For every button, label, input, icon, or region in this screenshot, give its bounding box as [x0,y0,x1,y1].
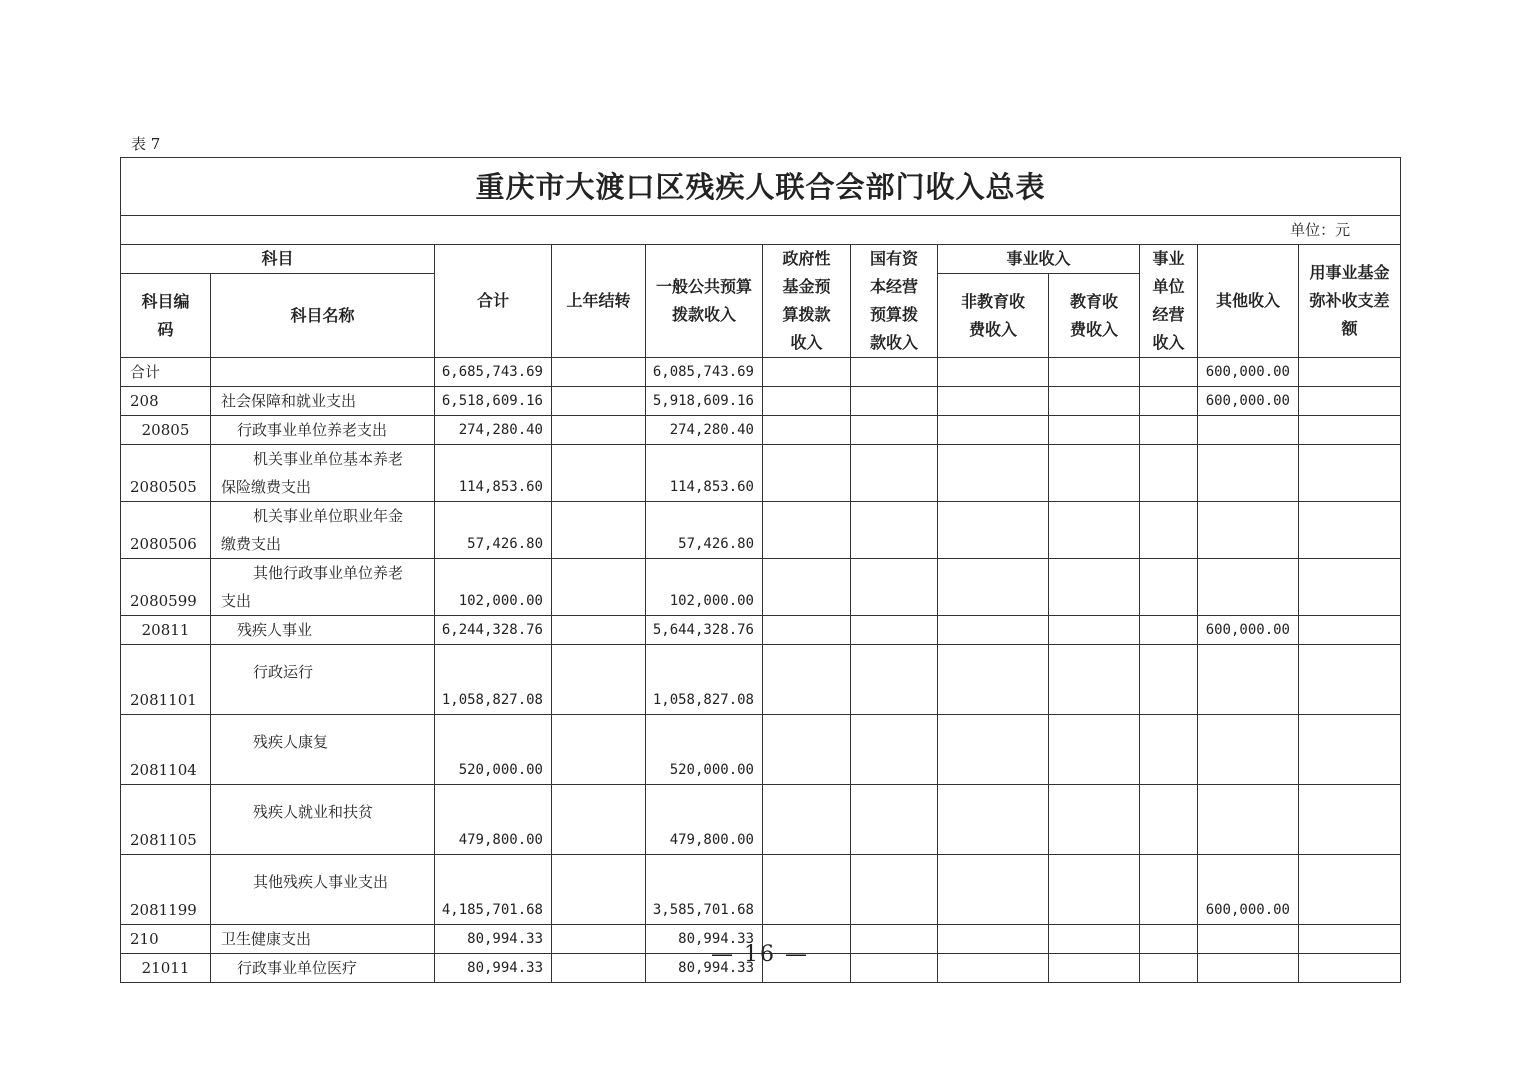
row-name [211,445,435,502]
table-row [121,416,1401,445]
row-total: 274,280.40 [435,416,552,445]
row-name [211,559,435,616]
row-name-line1: 其他行政事业单位养老 [253,564,404,582]
row-state-capital [851,559,938,616]
row-other-income: 600,000.00 [1198,387,1299,416]
row-general-budget: 274,280.40 [646,416,763,445]
row-code: 2081101 [121,645,211,715]
row-edu-fee [1049,358,1140,387]
header-other-income: 其他收入 [1198,245,1299,358]
row-carryover [552,785,646,855]
row-unit-operation [1140,715,1198,785]
row-carryover [552,715,646,785]
row-total: 4,185,701.68 [435,855,552,925]
row-state-capital [851,645,938,715]
page-number: — 16 — [711,942,809,967]
row-total: 479,800.00 [435,785,552,855]
row-name: 行政运行 [211,645,435,715]
table-row [121,855,1401,925]
header-name: 科目名称 [211,274,435,358]
row-other-income [1198,645,1299,715]
row-carryover [552,358,646,387]
row-state-capital [851,387,938,416]
row-general-budget: 5,918,609.16 [646,387,763,416]
row-fund-offset [1299,387,1401,416]
row-carryover [552,855,646,925]
row-code: 2081199 [121,855,211,925]
row-total: 1,058,827.08 [435,645,552,715]
header-gov-fund: 政府性基金预算拨款收入 [763,245,851,358]
row-gov-fund [763,855,851,925]
row-carryover [552,502,646,559]
table-row [121,785,1401,855]
row-general-budget: 3,585,701.68 [646,855,763,925]
row-unit-operation [1140,502,1198,559]
row-unit-operation [1140,387,1198,416]
row-unit-operation [1140,358,1198,387]
row-name-line1: 机关事业单位基本养老 [253,450,404,468]
row-non-edu-fee [938,715,1049,785]
row-name [211,502,435,559]
row-fund-offset [1299,559,1401,616]
row-code: 2080599 [121,559,211,616]
row-state-capital [851,445,938,502]
row-general-budget: 1,058,827.08 [646,645,763,715]
row-general-budget: 102,000.00 [646,559,763,616]
row-fund-offset [1299,616,1401,645]
row-non-edu-fee [938,358,1049,387]
row-total: 6,518,609.16 [435,387,552,416]
table-row [121,645,1401,715]
row-general-budget: 5,644,328.76 [646,616,763,645]
row-code: 208 [121,387,211,416]
row-carryover [552,445,646,502]
header-code: 科目编码 [121,274,211,358]
row-total: 6,685,743.69 [435,358,552,387]
row-name: 残疾人事业 [211,616,435,645]
row-non-edu-fee [938,387,1049,416]
row-carryover [552,645,646,715]
row-unit-operation [1140,445,1198,502]
row-name: 卫生健康支出 [211,925,435,954]
row-general-budget: 479,800.00 [646,785,763,855]
table-row [121,502,1401,559]
row-gov-fund [763,785,851,855]
row-name: 行政事业单位养老支出 [211,416,435,445]
header-total: 合计 [435,245,552,358]
row-gov-fund [763,502,851,559]
row-non-edu-fee [938,559,1049,616]
header-business-income: 事业收入 [938,245,1140,274]
row-gov-fund [763,358,851,387]
row-non-edu-fee [938,416,1049,445]
row-name-line1: 机关事业单位职业年金 [253,507,404,525]
row-fund-offset [1299,785,1401,855]
row-state-capital [851,358,938,387]
row-non-edu-fee [938,445,1049,502]
row-name: 残疾人康复 [211,715,435,785]
row-general-budget: 80,994.33 [646,954,763,983]
row-carryover [552,416,646,445]
row-total: 80,994.33 [435,925,552,954]
row-total: 520,000.00 [435,715,552,785]
row-carryover [552,616,646,645]
row-edu-fee [1049,416,1140,445]
header-fund-offset: 用事业基金弥补收支差额 [1299,245,1401,358]
row-non-edu-fee [938,785,1049,855]
row-general-budget: 80,994.33 [646,925,763,954]
row-code: 2081104 [121,715,211,785]
row-fund-offset [1299,416,1401,445]
row-name: 其他残疾人事业支出 [211,855,435,925]
table-row [121,559,1401,616]
row-fund-offset [1299,502,1401,559]
row-total: 102,000.00 [435,559,552,616]
row-state-capital [851,715,938,785]
row-carryover [552,387,646,416]
row-total: 114,853.60 [435,445,552,502]
row-edu-fee [1049,645,1140,715]
header-non-edu-fee: 非教育收费收入 [938,274,1049,358]
row-state-capital [851,855,938,925]
row-other-income: 600,000.00 [1198,358,1299,387]
row-unit-operation [1140,645,1198,715]
table-row [121,616,1401,645]
row-state-capital [851,785,938,855]
row-unit-operation [1140,616,1198,645]
income-summary-table [120,157,1401,983]
table-row [121,358,1401,387]
row-other-income: 600,000.00 [1198,855,1299,925]
row-name-line2: 支出 [221,592,252,610]
row-edu-fee [1049,387,1140,416]
row-code: 合计 [121,358,211,387]
row-name [211,358,435,387]
row-non-edu-fee [938,855,1049,925]
row-state-capital [851,616,938,645]
row-code: 2080506 [121,502,211,559]
row-code: 2081105 [121,785,211,855]
row-unit-operation [1140,785,1198,855]
row-non-edu-fee [938,502,1049,559]
row-name: 社会保障和就业支出 [211,387,435,416]
row-gov-fund [763,559,851,616]
row-gov-fund [763,616,851,645]
row-non-edu-fee [938,645,1049,715]
row-edu-fee [1049,559,1140,616]
row-other-income: 600,000.00 [1198,616,1299,645]
header-edu-fee: 教育收费收入 [1049,274,1140,358]
table-title: 重庆市大渡口区残疾人联合会部门收入总表 [121,158,1401,216]
row-general-budget: 114,853.60 [646,445,763,502]
table-label: 表 7 [131,135,161,153]
row-name-line2: 缴费支出 [221,535,282,553]
row-other-income [1198,715,1299,785]
row-edu-fee [1049,715,1140,785]
row-code: 20805 [121,416,211,445]
row-total: 57,426.80 [435,502,552,559]
row-name-line2: 保险缴费支出 [221,478,312,496]
row-unit-operation [1140,855,1198,925]
header-unit-operation: 事业单位经营收入 [1140,245,1198,358]
row-state-capital [851,502,938,559]
header-state-capital: 国有资本经营预算拨款收入 [851,245,938,358]
row-general-budget: 520,000.00 [646,715,763,785]
row-edu-fee [1049,445,1140,502]
row-general-budget: 57,426.80 [646,502,763,559]
row-fund-offset [1299,358,1401,387]
row-fund-offset [1299,715,1401,785]
row-unit-operation [1140,416,1198,445]
row-code: 2080505 [121,445,211,502]
header-general-budget: 一般公共预算拨款收入 [646,245,763,358]
row-total: 6,244,328.76 [435,616,552,645]
row-code: 21011 [121,954,211,983]
row-general-budget: 6,085,743.69 [646,358,763,387]
row-other-income [1198,445,1299,502]
row-gov-fund [763,715,851,785]
row-other-income [1198,502,1299,559]
header-subject: 科目 [121,245,435,274]
row-fund-offset [1299,645,1401,715]
row-edu-fee [1049,855,1140,925]
row-gov-fund [763,445,851,502]
row-fund-offset [1299,445,1401,502]
row-other-income [1198,785,1299,855]
row-gov-fund [763,645,851,715]
row-name: 残疾人就业和扶贫 [211,785,435,855]
table-row [121,387,1401,416]
header-carryover: 上年结转 [552,245,646,358]
row-edu-fee [1049,785,1140,855]
table-row [121,445,1401,502]
row-fund-offset [1299,855,1401,925]
row-code: 20811 [121,616,211,645]
unit-label: 单位：元 [121,216,1401,245]
row-gov-fund [763,387,851,416]
row-total: 80,994.33 [435,954,552,983]
row-other-income [1198,559,1299,616]
row-carryover [552,559,646,616]
row-edu-fee [1049,616,1140,645]
row-state-capital [851,416,938,445]
row-edu-fee [1049,502,1140,559]
row-name: 行政事业单位医疗 [211,954,435,983]
row-code: 210 [121,925,211,954]
table-row [121,715,1401,785]
row-unit-operation [1140,559,1198,616]
row-non-edu-fee [938,616,1049,645]
row-other-income [1198,416,1299,445]
row-gov-fund [763,416,851,445]
